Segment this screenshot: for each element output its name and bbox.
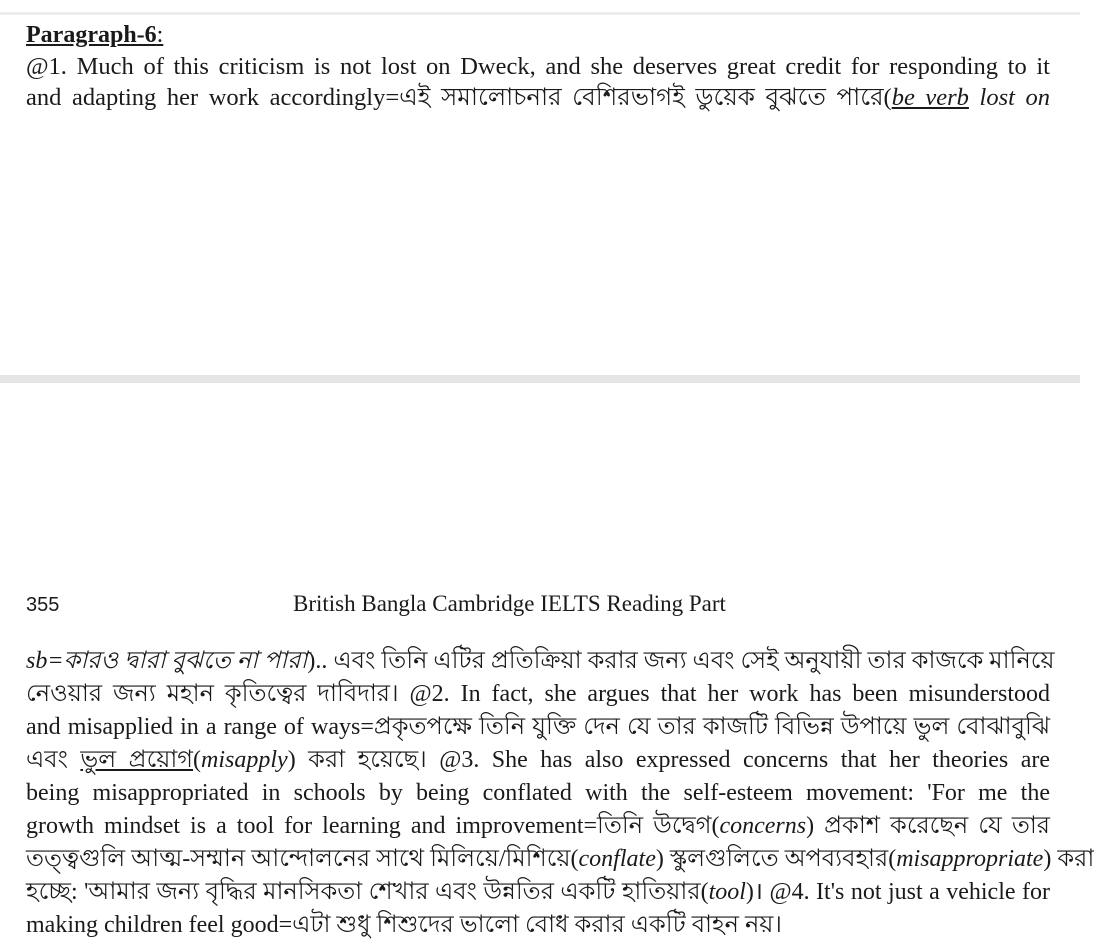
body-line-4-c: ( [193, 747, 202, 773]
body-line-2: নেওয়ার জন্য মহান কৃতিত্বের দাবিদার। @2. In fact, she argues that her work has been misunderstood [26, 681, 1050, 707]
running-head: British Bangla Cambridge IELTS Reading Part [293, 591, 726, 616]
upper-line-2-start: and adapting her work accordingly=এই সমালোচনার বেশিরভাগই ডুয়েক বুঝতে পারে( [26, 84, 892, 111]
body-line-1-gloss: কারও দ্বারা বুঝতে না পারা [63, 648, 308, 674]
body-line-6-c: ) প্রকাশ করেছেন যে তার [806, 813, 1050, 839]
body-line-8-c: )। @4. It's not just a vehicle for [745, 879, 1050, 905]
body-line-1 [26, 645, 1055, 678]
body-line-5: being misappropriated in schools by being conflated with the self-esteem movement: 'For me the [26, 780, 1050, 806]
upper-line-1: @1. Much of this criticism is not lost on Dweck, and she deserves great credit for responding to it [26, 53, 1050, 80]
body-line-7 [26, 843, 1094, 876]
body-line-9: making children feel good=এটা শুধু শিশুদের ভালো বোধ করার একটি বাহন নয়। [26, 912, 782, 938]
body-line-6 [26, 810, 1050, 843]
body-line-7-a: তত্ত্বগুলি আত্ম-সম্মান আন্দোলনের সাথে মিলিয়ে/মিশিয়ে( [26, 846, 579, 872]
misapply-term: misapply [201, 747, 288, 773]
misappropriate-term: misappropriate [896, 846, 1044, 872]
upper-line-2-end: lost on [968, 84, 1050, 111]
upper-page-text [26, 51, 1050, 113]
body-line-8 [26, 876, 1050, 909]
conflate-term: conflate [578, 846, 656, 872]
paragraph-heading [26, 22, 163, 49]
body-line-4-e: ) করা হয়েছে। @3. She has also expressed concerns that her theories are [287, 747, 1050, 773]
page-separator [0, 375, 1080, 383]
tool-term: tool [708, 879, 746, 905]
misapply-gloss: ভুল প্রয়োগ [80, 747, 194, 773]
paragraph-heading-colon: : [156, 22, 164, 48]
body-line-6-a: growth mindset is a tool for learning and improvement=তিনি উদ্বেগ( [26, 813, 720, 839]
body-line-4 [26, 744, 1050, 777]
body-line-3: and misapplied in a range of ways=প্রকৃতপক্ষে তিনি যুক্তি দেন যে তার কাজটি বিভিন্ন উপায়ে ভুল বোঝাবুঝি [26, 714, 1050, 740]
body-line-1-sb: sb= [26, 648, 64, 674]
upper-line-2 [26, 82, 1050, 113]
concerns-term: concerns [719, 813, 807, 839]
lower-page-text [26, 645, 1094, 942]
body-line-4-a: এবং [26, 747, 81, 773]
body-line-7-e: ) করা [1043, 846, 1094, 872]
body-line-8-a: হচ্ছে: 'আমার জন্য বৃদ্ধির মানসিকতা শেখার এবং উন্নতির একটি হাতিয়ার( [26, 879, 709, 905]
be-verb-term: be verb [891, 84, 969, 111]
body-line-7-c: ) স্কুলগুলিতে অপব্যবহার( [655, 846, 897, 872]
body-line-1-rest: ).. এবং তিনি এটির প্রতিক্রিয়া করার জন্য এবং সেই অনুযায়ী তার কাজকে মানিয়ে [307, 648, 1055, 674]
paragraph-heading-text: Paragraph-6 [26, 22, 157, 48]
page-number: 355 [26, 594, 60, 616]
page-top-edge [0, 12, 1080, 15]
